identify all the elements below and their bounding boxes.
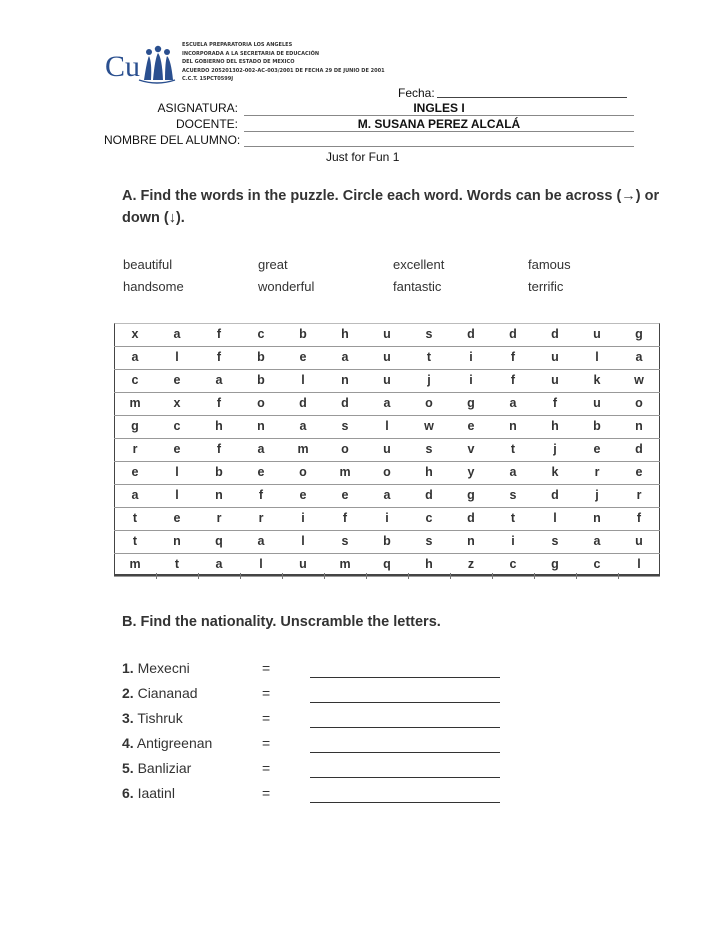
grid-letter[interactable]: l	[175, 350, 179, 364]
grid-letter[interactable]: a	[299, 419, 307, 433]
grid-letter[interactable]: x	[173, 396, 181, 410]
equals-sign: =	[262, 785, 271, 801]
word-bank-item: fantastic	[393, 279, 442, 294]
grid-letter[interactable]: w	[634, 373, 644, 387]
grid-letter[interactable]: h	[551, 419, 559, 433]
grid-letter[interactable]: n	[467, 534, 475, 548]
grid-letter[interactable]: b	[257, 350, 265, 364]
grid-letter[interactable]: r	[258, 511, 264, 525]
grid-letter[interactable]: i	[301, 511, 305, 525]
answer-blank[interactable]	[310, 777, 500, 778]
grid-letter[interactable]: f	[510, 373, 516, 387]
grid-tick	[366, 573, 367, 579]
grid-letter[interactable]: q	[383, 557, 391, 571]
word-bank-item: great	[258, 257, 288, 272]
grid-letter[interactable]: u	[383, 350, 391, 364]
grid-letter[interactable]: i	[469, 373, 473, 387]
grid-letter[interactable]: g	[551, 557, 559, 571]
scrambled-text: Iaatinl	[137, 785, 175, 801]
school-line: DEL GOBIERNO DEL ESTADO DE MEXICO	[182, 59, 295, 66]
grid-letter[interactable]: d	[425, 488, 433, 502]
school-line: INCORPORADA A LA SECRETARIA DE EDUCACIÓN	[182, 50, 320, 57]
grid-letter[interactable]: m	[129, 396, 141, 410]
grid-letter[interactable]: o	[299, 465, 307, 479]
grid-letter[interactable]: e	[299, 350, 307, 364]
fecha-line[interactable]	[437, 97, 627, 98]
grid-letter[interactable]: j	[553, 442, 557, 456]
grid-letter[interactable]: k	[551, 465, 559, 479]
grid-row	[114, 415, 660, 439]
grid-row	[114, 461, 660, 485]
word-bank-item: famous	[528, 257, 571, 272]
grid-letter[interactable]: l	[259, 557, 263, 571]
grid-letter[interactable]: o	[383, 465, 391, 479]
scrambled-word	[122, 685, 198, 701]
grid-letter[interactable]: d	[341, 396, 349, 410]
word-bank-item: beautiful	[123, 257, 173, 272]
grid-letter[interactable]: n	[341, 373, 349, 387]
grid-letter[interactable]: w	[424, 419, 434, 433]
grid-letter[interactable]: n	[215, 488, 223, 502]
grid-letter[interactable]: g	[635, 327, 643, 341]
grid-letter[interactable]: n	[173, 534, 181, 548]
grid-letter[interactable]: n	[509, 419, 517, 433]
grid-letter[interactable]: y	[467, 465, 475, 479]
docente-value: M. SUSANA PEREZ ALCALÁ	[357, 117, 521, 131]
grid-letter[interactable]: u	[383, 327, 391, 341]
grid-letter[interactable]: x	[131, 327, 139, 341]
word-bank-item: excellent	[393, 257, 445, 272]
word-search-grid	[114, 323, 660, 576]
item-number: 2.	[122, 685, 134, 701]
section-b-instruction: B. Find the nationality. Unscramble the letters.	[122, 614, 441, 630]
school-line: ESCUELA PREPARATORIA LOS ANGELES	[182, 42, 293, 48]
grid-letter[interactable]: m	[339, 557, 351, 571]
grid-letter[interactable]: e	[593, 442, 601, 456]
grid-letter[interactable]: e	[257, 465, 265, 479]
grid-letter[interactable]: s	[425, 327, 433, 341]
grid-letter[interactable]: f	[258, 488, 264, 502]
grid-tick	[408, 573, 409, 579]
grid-letter[interactable]: e	[467, 419, 475, 433]
grid-letter[interactable]: s	[425, 534, 433, 548]
grid-letter[interactable]: f	[342, 511, 348, 525]
grid-letter[interactable]: n	[257, 419, 265, 433]
grid-letter[interactable]: a	[341, 350, 349, 364]
grid-tick	[282, 573, 283, 579]
grid-letter[interactable]: l	[595, 350, 599, 364]
grid-letter[interactable]: a	[257, 534, 265, 548]
scrambled-text: Tishruk	[137, 710, 183, 726]
grid-letter[interactable]: l	[301, 373, 305, 387]
grid-letter[interactable]: l	[301, 534, 305, 548]
grid-letter[interactable]: c	[593, 557, 601, 571]
alumno-line[interactable]	[244, 146, 634, 147]
grid-letter[interactable]: d	[551, 488, 559, 502]
grid-letter[interactable]: i	[469, 350, 473, 364]
fecha-label: Fecha:	[398, 86, 435, 100]
grid-letter[interactable]: q	[215, 534, 223, 548]
grid-letter[interactable]: u	[383, 373, 391, 387]
grid-row	[114, 553, 660, 577]
grid-letter[interactable]: a	[383, 396, 391, 410]
grid-tick	[534, 573, 535, 579]
grid-letter[interactable]: e	[299, 488, 307, 502]
answer-blank[interactable]	[310, 677, 500, 678]
grid-letter[interactable]: u	[551, 373, 559, 387]
asignatura-line	[244, 115, 634, 116]
grid-tick	[240, 573, 241, 579]
grid-letter[interactable]: m	[129, 557, 141, 571]
grid-letter[interactable]: h	[425, 465, 433, 479]
logo-letters: Cu	[105, 50, 141, 83]
grid-tick	[576, 573, 577, 579]
grid-letter[interactable]: b	[257, 373, 265, 387]
answer-blank[interactable]	[310, 752, 500, 753]
grid-letter[interactable]: l	[175, 465, 179, 479]
grid-row	[114, 507, 660, 531]
grid-letter[interactable]: a	[593, 534, 601, 548]
grid-letter[interactable]: t	[510, 511, 516, 525]
grid-letter[interactable]: f	[216, 350, 222, 364]
item-number: 4.	[122, 735, 134, 751]
alumno-label: NOMBRE DEL ALUMNO:	[104, 133, 241, 147]
grid-letter[interactable]: s	[425, 442, 433, 456]
grid-tick	[324, 573, 325, 579]
grid-letter[interactable]: h	[425, 557, 433, 571]
grid-letter[interactable]: d	[551, 327, 559, 341]
grid-letter[interactable]: u	[383, 442, 391, 456]
asignatura-label: ASIGNATURA:	[157, 101, 238, 115]
docente-line	[244, 131, 634, 132]
grid-row	[114, 392, 660, 416]
grid-letter[interactable]: c	[509, 557, 517, 571]
grid-row	[114, 484, 660, 508]
answer-blank[interactable]	[310, 727, 500, 728]
grid-tick	[618, 573, 619, 579]
grid-letter[interactable]: u	[635, 534, 643, 548]
instruction-line: down (↓).	[122, 210, 185, 226]
grid-letter[interactable]: d	[635, 442, 643, 456]
grid-letter[interactable]: e	[173, 442, 181, 456]
word-bank-item: wonderful	[258, 279, 315, 294]
word-bank-item: handsome	[123, 279, 184, 294]
grid-letter[interactable]: j	[595, 488, 599, 502]
grid-letter[interactable]: i	[385, 511, 389, 525]
grid-letter[interactable]: m	[339, 465, 351, 479]
grid-letter[interactable]: h	[215, 419, 223, 433]
grid-letter[interactable]: u	[593, 396, 601, 410]
grid-letter[interactable]: j	[427, 373, 431, 387]
grid-letter[interactable]: r	[216, 511, 222, 525]
grid-letter[interactable]: u	[299, 557, 307, 571]
grid-tick	[156, 573, 157, 579]
grid-letter[interactable]: c	[425, 511, 433, 525]
item-number: 3.	[122, 710, 134, 726]
grid-letter[interactable]: t	[510, 442, 516, 456]
equals-sign: =	[262, 710, 271, 726]
grid-letter[interactable]: c	[257, 327, 265, 341]
scrambled-text: Mexecni	[137, 660, 190, 676]
grid-letter[interactable]: b	[299, 327, 307, 341]
equals-sign: =	[262, 735, 271, 751]
grid-letter[interactable]: v	[467, 442, 475, 456]
grid-letter[interactable]: e	[173, 373, 181, 387]
grid-letter[interactable]: r	[594, 465, 600, 479]
grid-letter[interactable]: b	[215, 465, 223, 479]
answer-blank[interactable]	[310, 802, 500, 803]
grid-letter[interactable]: a	[635, 350, 643, 364]
grid-letter[interactable]: l	[553, 511, 557, 525]
grid-letter[interactable]: c	[131, 373, 139, 387]
grid-letter[interactable]: n	[593, 511, 601, 525]
docente-label: DOCENTE:	[175, 117, 238, 131]
grid-letter[interactable]: g	[131, 419, 139, 433]
scrambled-word	[122, 735, 212, 751]
grid-letter[interactable]: t	[132, 534, 138, 548]
grid-letter[interactable]: a	[509, 396, 517, 410]
grid-letter[interactable]: e	[341, 488, 349, 502]
grid-letter[interactable]: t	[132, 511, 138, 525]
school-line: ACUERDO 205201302-002-AC-003/2001 DE FECHA 29 DE JUNIO DE 2001	[182, 67, 385, 74]
scrambled-text: Banliziar	[137, 760, 192, 776]
grid-letter[interactable]: h	[341, 327, 349, 341]
grid-letter[interactable]: o	[257, 396, 265, 410]
grid-letter[interactable]: d	[299, 396, 307, 410]
grid-letter[interactable]: f	[510, 350, 516, 364]
grid-letter[interactable]: d	[509, 327, 517, 341]
scrambled-word	[122, 710, 183, 726]
grid-letter[interactable]: f	[216, 396, 222, 410]
grid-letter[interactable]: e	[635, 465, 643, 479]
grid-letter[interactable]: a	[131, 488, 139, 502]
item-number: 6.	[122, 785, 134, 801]
grid-tick	[450, 573, 451, 579]
school-logo	[105, 40, 177, 90]
asignatura-value: INGLES I	[413, 101, 465, 115]
grid-letter[interactable]: a	[509, 465, 517, 479]
grid-letter[interactable]: s	[551, 534, 559, 548]
grid-letter[interactable]: g	[467, 488, 475, 502]
grid-letter[interactable]: o	[341, 442, 349, 456]
grid-letter[interactable]: t	[426, 350, 432, 364]
grid-letter[interactable]: b	[593, 419, 601, 433]
worksheet-subtitle: Just for Fun 1	[326, 150, 400, 164]
equals-sign: =	[262, 660, 271, 676]
grid-letter[interactable]: t	[174, 557, 180, 571]
grid-row	[114, 530, 660, 554]
grid-letter[interactable]: d	[467, 327, 475, 341]
grid-letter[interactable]: g	[467, 396, 475, 410]
grid-tick	[198, 573, 199, 579]
school-line: C.C.T. 15PCT0599J	[182, 76, 234, 83]
item-number: 1.	[122, 660, 134, 676]
grid-letter[interactable]: a	[215, 373, 223, 387]
grid-letter[interactable]: u	[593, 327, 601, 341]
scrambled-text: Antigreenan	[136, 735, 213, 751]
grid-letter[interactable]: b	[383, 534, 391, 548]
equals-sign: =	[262, 760, 271, 776]
grid-letter[interactable]: n	[635, 419, 643, 433]
grid-letter[interactable]: s	[341, 419, 349, 433]
grid-letter[interactable]: z	[467, 557, 475, 571]
grid-letter[interactable]: l	[175, 488, 179, 502]
word-bank-item: terrific	[528, 279, 564, 294]
grid-row	[114, 438, 660, 462]
grid-letter[interactable]: e	[131, 465, 139, 479]
grid-letter[interactable]: f	[552, 396, 558, 410]
grid-letter[interactable]: o	[425, 396, 433, 410]
grid-letter[interactable]: s	[341, 534, 349, 548]
scrambled-word	[122, 760, 191, 776]
equals-sign: =	[262, 685, 271, 701]
grid-letter[interactable]: f	[636, 511, 642, 525]
grid-letter[interactable]: a	[257, 442, 265, 456]
grid-letter[interactable]: s	[509, 488, 517, 502]
grid-letter[interactable]: m	[297, 442, 309, 456]
grid-letter[interactable]: a	[215, 557, 223, 571]
grid-letter[interactable]: l	[385, 419, 389, 433]
grid-letter[interactable]: r	[132, 442, 138, 456]
grid-letter[interactable]: e	[173, 511, 181, 525]
item-number: 5.	[122, 760, 134, 776]
grid-row	[114, 346, 660, 370]
grid-letter[interactable]: f	[216, 327, 222, 341]
grid-letter[interactable]: k	[593, 373, 601, 387]
instruction-line: A. Find the words in the puzzle. Circle each word. Words can be across (→) or	[122, 188, 660, 204]
grid-letter[interactable]: f	[216, 442, 222, 456]
grid-row	[114, 323, 660, 347]
scrambled-text: Ciananad	[137, 685, 198, 701]
grid-letter[interactable]: c	[173, 419, 181, 433]
grid-letter[interactable]: u	[551, 350, 559, 364]
grid-letter[interactable]: a	[383, 488, 391, 502]
grid-letter[interactable]: o	[635, 396, 643, 410]
scrambled-word	[122, 660, 190, 676]
grid-letter[interactable]: l	[637, 557, 641, 571]
grid-tick	[492, 573, 493, 579]
answer-blank[interactable]	[310, 702, 500, 703]
grid-letter[interactable]: i	[511, 534, 515, 548]
grid-letter[interactable]: a	[131, 350, 139, 364]
section-a-instruction	[122, 185, 659, 229]
grid-letter[interactable]: r	[636, 488, 642, 502]
grid-row	[114, 369, 660, 393]
scrambled-word	[122, 785, 175, 801]
school-info	[182, 41, 385, 84]
grid-letter[interactable]: d	[467, 511, 475, 525]
grid-letter[interactable]: a	[173, 327, 181, 341]
